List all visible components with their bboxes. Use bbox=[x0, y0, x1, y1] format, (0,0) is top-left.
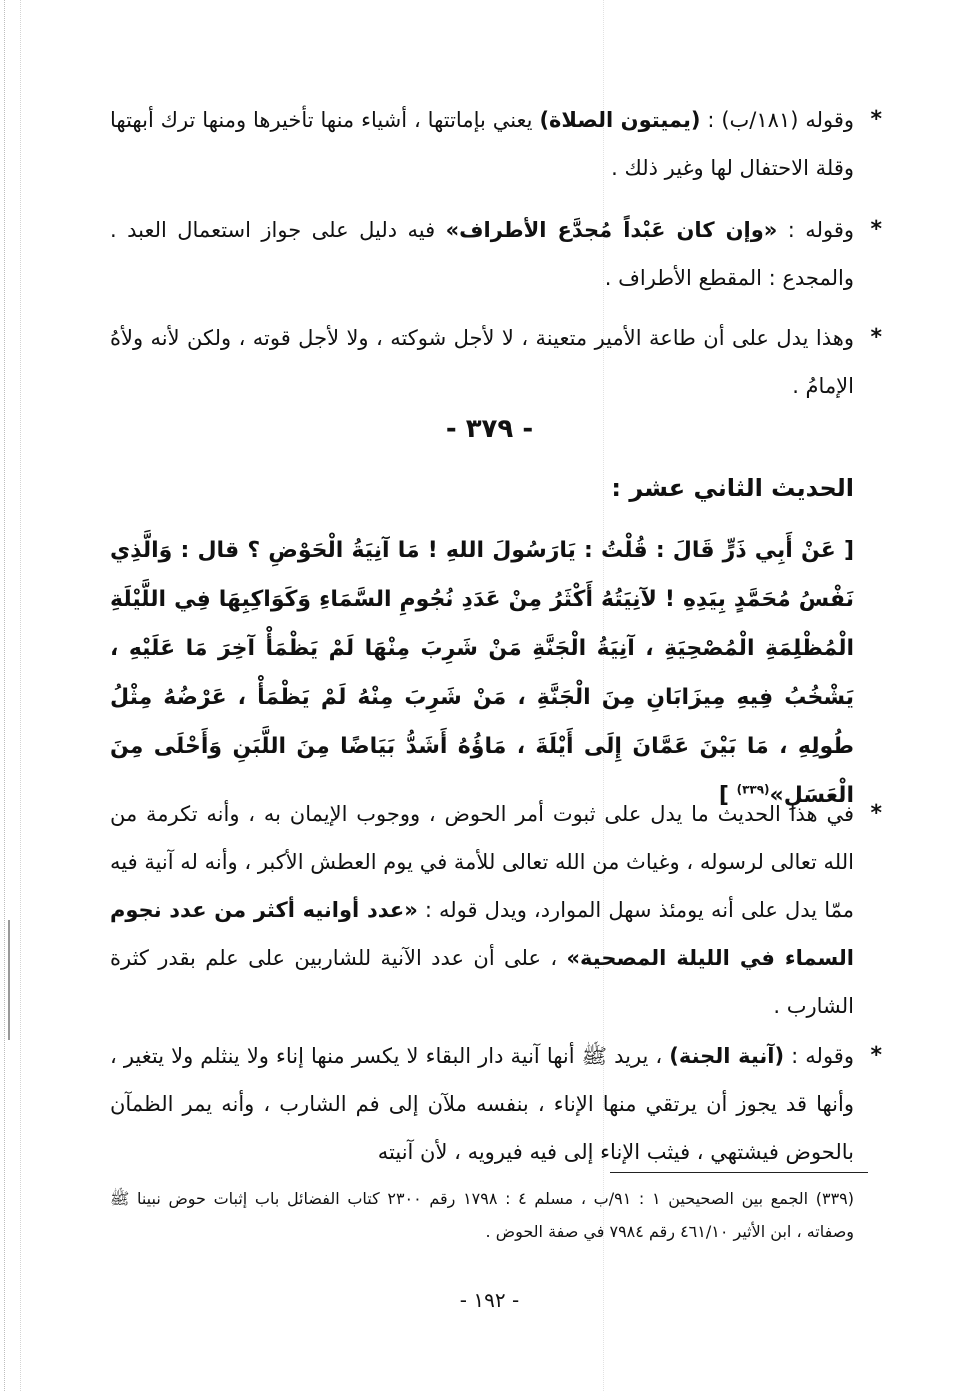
paragraph-text: فيه دليل على جواز استعمال العبد . والمجدع : المقطع الأطراف . bbox=[110, 218, 854, 290]
paragraph-lead: وقوله : bbox=[784, 1044, 854, 1068]
bullet-asterisk: * bbox=[870, 325, 882, 350]
paragraph-text: وهذا يدل على أن طاعة الأمير متعينة ، لا لأجل شوكته ، ولا لأجل قوته ، ولكن لأنه ولأهُ الإمامُ . bbox=[110, 326, 854, 398]
commentary-paragraph bbox=[110, 206, 882, 302]
scan-margin-line bbox=[4, 0, 6, 1391]
quoted-phrase: (آنية الجنة) bbox=[669, 1044, 785, 1068]
footnote-reference: (٣٣٩) bbox=[736, 782, 770, 797]
commentary-paragraph bbox=[110, 96, 882, 192]
commentary-paragraph bbox=[110, 1032, 882, 1176]
bullet-asterisk: * bbox=[870, 107, 882, 132]
hadith-close-bracket: ] bbox=[718, 783, 737, 808]
paragraph-lead: وقوله : bbox=[777, 218, 854, 242]
bullet-asterisk: * bbox=[870, 801, 882, 826]
page-number: - ١٩٢ - bbox=[459, 1288, 520, 1312]
section-heading: الحديث الثاني عشر : bbox=[611, 474, 854, 502]
bullet-asterisk: * bbox=[870, 217, 882, 242]
paragraph-text: يعني بإماتتها ، أشياء منها تأخيرها ومنها ترك أبهتها وقلة الاحتفال لها وغير ذلك . bbox=[110, 108, 854, 180]
paragraph-lead: في هذا الحديث ما يدل على ثبوت أمر الحوض ، ووجوب الإيمان به ، وأنه تكرمة من الله تعالى لرسوله ، وغياث من الله تعالى للأمة في يوم العطش الأكبر ، وأنه له آنية فيه ممّا يدل على أنه يومئذ سهل الموارد، ويدل قوله : bbox=[110, 802, 854, 922]
quoted-phrase: «وإن كان عَبْداً مُجدَّع الأطراف» bbox=[445, 218, 778, 242]
quoted-phrase: (يميتون الصلاة) bbox=[539, 108, 701, 132]
scan-edge-mark bbox=[8, 920, 10, 1040]
hadith-body: [ عَنْ أَبِي ذَرٍّ قَالَ : قُلْتُ : يَارَسُولَ اللهِ ! مَا آنِيَةُ الْحَوْضِ ؟ قال : وَالَّذِي نَفْسُ مُحَمَّدٍ بِيَدِهِ ! لآنِيَتُهُ أَكْثَرُ مِنْ عَدَدِ نُجُومِ السَّمَاءِ وَكَوَاكِبِهَا فِي اللَّيْلَةِ الْمُظْلِمَةِ الْمُصْحِيَةِ ، آنِيَةُ الْجَنَّةِ مَنْ شَرِبَ مِنْهَا لَمْ يَظْمَأْ آخِرَ مَا عَلَيْهِ ، يَشْخُبُ فِيهِ مِيزَابَانِ مِنَ الْجَنَّةِ ، مَنْ شَرِبَ مِنْهُ لَمْ يَظْمَأْ ، عَرْضُهُ مِثْلُ طُولِهِ ، مَا بَيْنَ عَمَّانَ إِلَى أَيْلَةَ ، مَاؤُهُ أَشَدُّ بَيَاضًا مِنَ اللَّبَنِ وَأَحْلَى مِنَ الْعَسَلِ» bbox=[110, 538, 854, 808]
quoted-phrase: «عدد أوانيه أكثر من عدد نجوم السماء في الليلة المصحية» bbox=[110, 898, 854, 970]
bullet-asterisk: * bbox=[870, 1043, 882, 1068]
paragraph-lead: وقوله (١٨١/ب) : bbox=[700, 108, 855, 132]
footnote: (٣٣٩) الجمع بين الصحيحين ١ : ٩١/ب ، مسلم ٤ : ١٧٩٨ رقم ٢٣٠٠ كتاب الفضائل باب إثبات حوض نبينا ﷺ وصفاته ، ابن الأثير ٤٦١/١٠ رقم ٧٩٨٤ في صفة الحوض . bbox=[110, 1189, 855, 1241]
commentary-paragraph bbox=[110, 314, 882, 410]
paragraph-text: ، على أن عدد الآنية للشاربين على علم بقدر كثرة الشارب . bbox=[110, 946, 854, 1018]
hadith-number: - ٣٧٩ - bbox=[445, 414, 534, 444]
scan-margin-line bbox=[20, 0, 22, 1391]
hadith-text bbox=[110, 526, 854, 820]
paragraph-text: ، يريد ﷺ أنها آنية دار البقاء لا يكسر منها إناء ولا ينثلم ولا يتغير ، وأنها قد يجوز أن يرتقي منها الإناء ، بنفسه ملآن إلى فم الشارب ، وأنه يمر الظمآن بالحوض فيشتهي ، فيثب الإناء إلى فيه فيرويه ، لأن آنيته bbox=[110, 1044, 854, 1164]
commentary-paragraph bbox=[110, 790, 882, 1030]
footnote-divider bbox=[610, 1172, 868, 1173]
